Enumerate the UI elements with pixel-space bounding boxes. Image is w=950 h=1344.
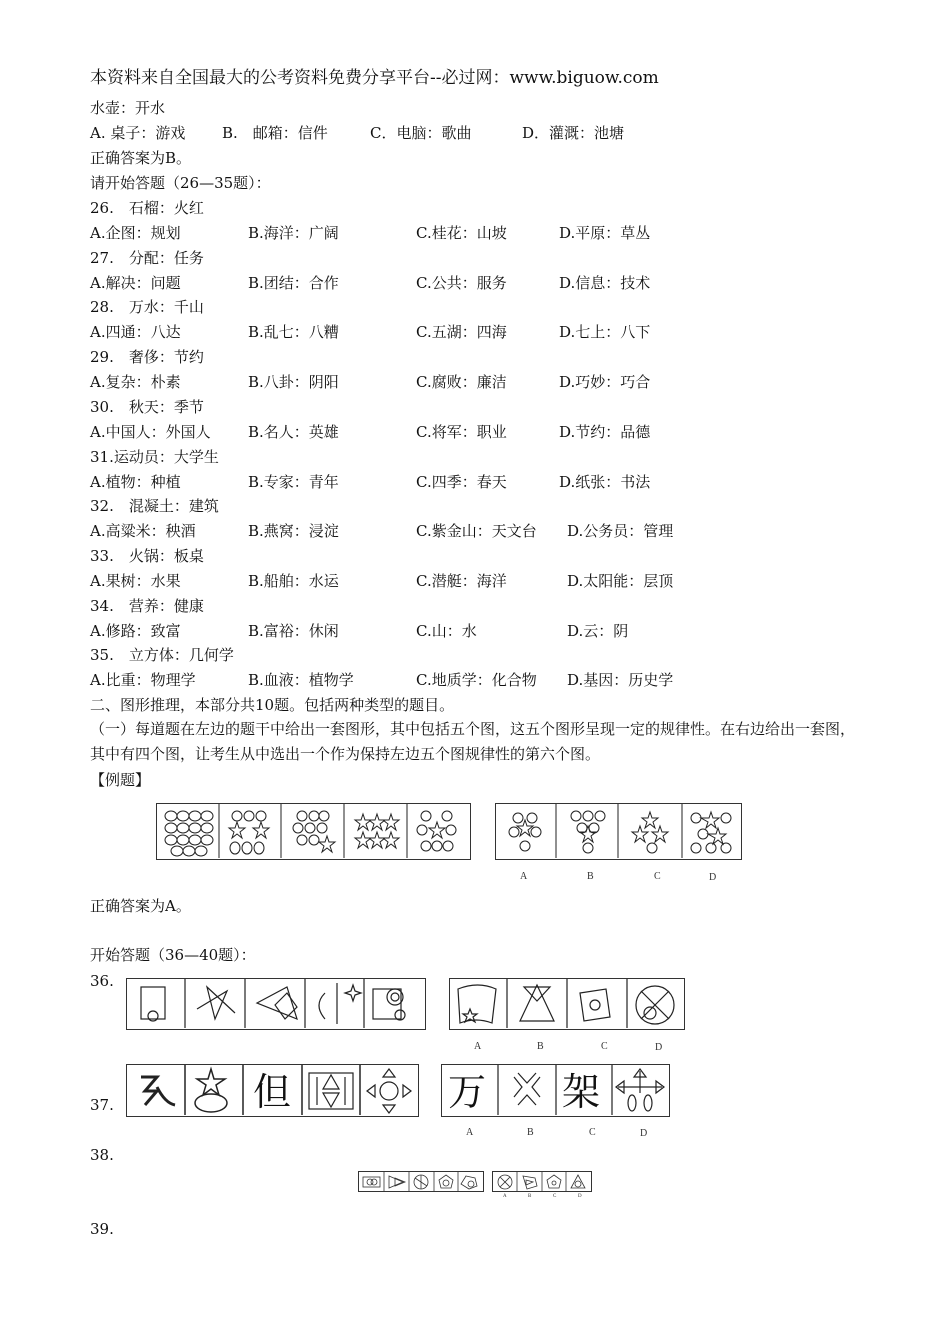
question-option-a: A.解决：问题 — [90, 273, 181, 292]
question-stem: 30. 秋天：季节 — [90, 397, 204, 416]
ovals-shape — [165, 811, 213, 856]
question-option-a: A.高粱米：秧酒 — [90, 522, 196, 541]
question-option-c: C.腐败：廉洁 — [416, 373, 507, 392]
example-label: 【例题】 — [90, 771, 151, 789]
q36-letter-b: B — [537, 1041, 544, 1052]
q37-letter-d: D — [640, 1128, 648, 1139]
q38-option-svg — [493, 1172, 591, 1191]
q37-char-dan: 但 — [253, 1070, 292, 1114]
example-option-a: A. 桌子：游戏 — [90, 124, 186, 142]
question-option-d: D.信息：技术 — [559, 273, 651, 292]
question-option-d: D.巧妙：巧合 — [559, 373, 651, 392]
q39-number: 39. — [90, 1220, 114, 1238]
question-option-d: D.公务员：管理 — [567, 522, 674, 541]
example-letter-a: A — [520, 871, 528, 882]
q38-letter-d: D — [578, 1194, 582, 1199]
example-stem-svg — [157, 804, 469, 858]
example-letter-d: D — [709, 872, 717, 883]
question-option-c: C.五湖：四海 — [416, 323, 507, 342]
question-option-b: B.富裕：休闲 — [248, 621, 339, 640]
question-stem: 31.运动员：大学生 — [90, 447, 219, 466]
example-option-svg — [496, 804, 740, 858]
question-option-c: C.桂花：山坡 — [416, 224, 507, 242]
q37-stem-figures — [126, 1064, 419, 1117]
question-option-c: C.山：水 — [416, 621, 477, 640]
question-option-b: B.海洋：广阔 — [248, 224, 339, 242]
question-option-d: D.平原：草丛 — [559, 224, 651, 242]
q38-stem-svg — [359, 1172, 483, 1191]
question-option-a: A.企图：规划 — [90, 224, 181, 242]
q36-letter-a: A — [474, 1041, 482, 1052]
question-option-d: D.基因：历史学 — [567, 671, 674, 690]
q36-letter-c: C — [601, 1041, 608, 1052]
q37-option-svg — [442, 1065, 668, 1115]
q38-letter-b: B — [528, 1194, 532, 1199]
question-option-c: C.四季：春天 — [416, 472, 507, 491]
q37-letter-c: C — [589, 1127, 596, 1138]
question-option-d: D.云：阴 — [567, 621, 629, 640]
example-option-b: B. 邮箱：信件 — [222, 124, 328, 142]
question-stem: 26. 石榴：火红 — [90, 199, 204, 217]
example-letter-b: B — [587, 871, 594, 882]
q36-stem-figures — [126, 978, 426, 1030]
q36-number: 36. — [90, 972, 114, 990]
question-stem: 33. 火锅：板桌 — [90, 546, 204, 565]
question-option-d: D.七上：八下 — [559, 323, 651, 342]
question-stem: 35. 立方体：几何学 — [90, 646, 234, 665]
question-option-c: C.将军：职业 — [416, 422, 507, 441]
q36-option-figures — [449, 978, 685, 1030]
q36-option-svg — [450, 979, 683, 1028]
q38-stem-figures — [358, 1171, 484, 1192]
q37-char-jia: 架 — [562, 1070, 601, 1114]
question-option-b: B.八卦：阴阳 — [248, 373, 339, 392]
q37-letter-a: A — [466, 1127, 474, 1138]
q37-number: 37. — [90, 1096, 114, 1114]
q36-letter-d: D — [655, 1042, 663, 1053]
example-figure-answer: 正确答案为A。 — [90, 897, 191, 915]
question-stem: 28. 万水：千山 — [90, 298, 204, 317]
example-option-figures — [495, 803, 742, 860]
question-option-a: A.中国人：外国人 — [90, 422, 211, 441]
question-option-d: D.纸张：书法 — [559, 472, 651, 491]
question-stem: 32. 混凝土：建筑 — [90, 497, 219, 516]
q38-number: 38. — [90, 1146, 114, 1164]
question-option-b: B.专家：青年 — [248, 472, 339, 491]
q38-option-figures — [492, 1171, 592, 1192]
example-option-d: D．灌溉：池塘 — [522, 124, 625, 142]
q36-stem-svg — [127, 979, 424, 1028]
example-stem: 水壶：开水 — [90, 99, 166, 117]
question-option-c: C.地质学：化合物 — [416, 671, 537, 690]
q37-option-figures — [441, 1064, 670, 1117]
question-stem: 27. 分配：任务 — [90, 248, 204, 267]
section2-description: （一）每道题在左边的题干中给出一套图形，其中包括五个图，这五个图形呈现一定的规律性。在右边给出一套图，其中有四个图，让考生从中选出一个作为保持左边五个图规律性的第六个图。 — [90, 720, 856, 763]
question-option-a: A.果树：水果 — [90, 571, 181, 590]
example-answer: 正确答案为B。 — [90, 149, 192, 167]
q38-letter-c: C — [553, 1194, 557, 1199]
question-option-c: C.公共：服务 — [416, 273, 507, 292]
question-option-d: D.节约：品德 — [559, 422, 651, 441]
question-stem: 29. 奢侈：节约 — [90, 348, 204, 367]
start-verbal: 请开始答题（26—35题）： — [90, 174, 271, 192]
question-option-b: B.船舶：水运 — [248, 571, 339, 590]
question-option-c: C.紫金山：天文台 — [416, 522, 537, 541]
question-option-b: B.燕窝：浸淀 — [248, 522, 339, 541]
question-option-d: D.太阳能：层顶 — [567, 571, 674, 590]
question-option-a: A.复杂：朴素 — [90, 373, 181, 392]
q38-letter-a: A — [503, 1194, 507, 1199]
question-option-a: A.比重：物理学 — [90, 671, 196, 690]
question-option-a: A.四通：八达 — [90, 323, 181, 342]
question-option-c: C.潜艇：海洋 — [416, 571, 507, 590]
question-option-b: B.名人：英雄 — [248, 422, 339, 441]
question-stem: 34. 营养：健康 — [90, 596, 204, 615]
section2-title: 二、图形推理，本部分共10题。包括两种类型的题目。 — [90, 696, 455, 714]
question-option-a: A.修路：致富 — [90, 621, 181, 640]
page-header: 本资料来自全国最大的公考资料免费分享平台--必过网：www.biguow.com — [90, 68, 659, 88]
q37-stem-svg — [127, 1065, 417, 1115]
question-option-a: A.植物：种植 — [90, 472, 181, 491]
q37-char-wan: 万 — [448, 1070, 487, 1114]
question-option-b: B.血液：植物学 — [248, 671, 354, 690]
question-option-b: B.团结：合作 — [248, 273, 339, 292]
q37-letter-b: B — [527, 1127, 534, 1138]
example-stem-figures — [156, 803, 471, 860]
question-option-b: B.乱七：八糟 — [248, 323, 339, 342]
example-option-c: C．电脑：歌曲 — [370, 124, 472, 142]
start-figure: 开始答题（36—40题）： — [90, 946, 256, 964]
example-letter-c: C — [654, 871, 661, 882]
